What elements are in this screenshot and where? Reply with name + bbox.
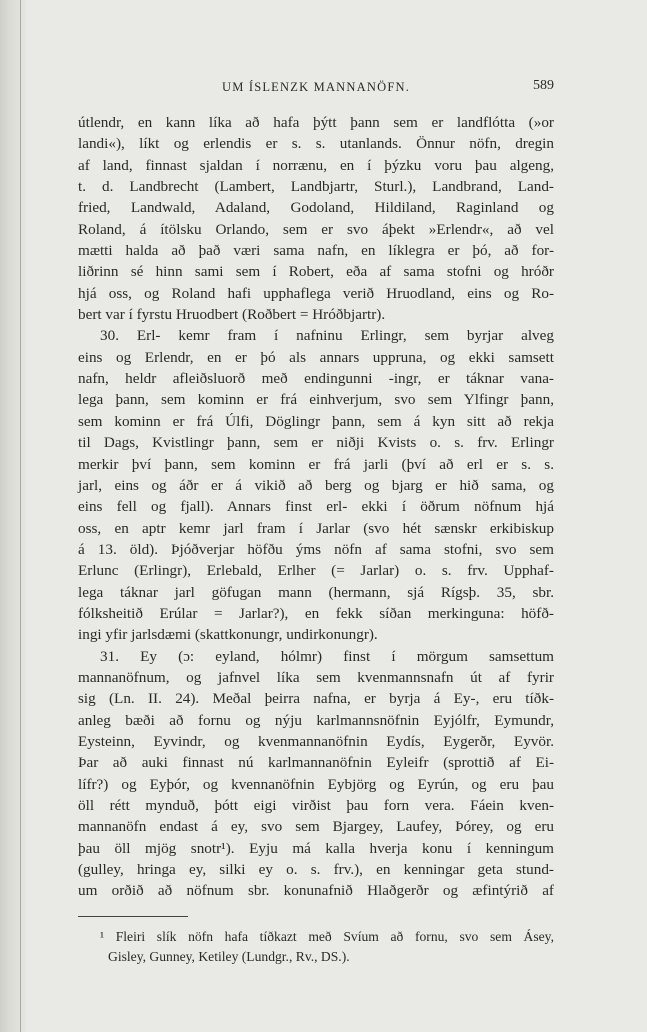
text-line: ingi yfir jarlsdæmi (skattkonungr, undirkonungr). [78, 626, 378, 644]
footnote-line: Gisley, Gunney, Ketiley (Lundgr., Rv., DS.). [108, 948, 350, 964]
text-line: af land, finnast sjaldan í norrænu, en í þýzku voru þau algeng, [78, 156, 554, 174]
text-line: anleg bæði að fornu og nýju karlmannsnöfnin Eyjólfr, Eymundr, [78, 711, 554, 729]
text-line: sem kominn er frá Úlfi, Döglingr þann, sem á kyn sitt að rekja [78, 412, 554, 430]
text-line: eins fell og fjall). Annars finst erl- ekki í öðrum nöfnum hjá [78, 498, 554, 516]
text-line: oss, en aptr kemr jarl fram í Jarlar (svo hét sænskr erkibiskup [78, 519, 554, 537]
text-line: mætti halda að það væri sama nafn, en líklegra er þó, að for- [78, 242, 554, 260]
text-line: fried, Landwald, Adaland, Godoland, Hildiland, Raginland og [78, 199, 554, 217]
text-line: nafn, heldr afleiðsluorð með endingunni -ingr, er táknar vana- [78, 370, 554, 388]
text-line: mannanöfn endast á ey, svo sem Bjargey, Laufey, Þórey, og eru [78, 818, 554, 836]
text-line: eins og Erlendr, en er þó als annars uppruna, og ekki samsett [78, 348, 554, 366]
text-line: liðrinn sé hinn sami sem í Robert, eða af sama stofni og hróðr [78, 263, 554, 281]
text-line: útlendr, en kann líka að hafa þýtt þann sem er landflótta (»or [78, 114, 554, 131]
text-line: á 13. öld). Þjóðverjar höfðu ýms nöfn af sama stofni, svo sem [78, 540, 554, 558]
text-line: bert var í fyrstu Hruodbert (Roðbert = Hróðbjartr). [78, 306, 386, 324]
text-line: jarl, eins og áðr er á vikið að berg og bjarg er hið sama, og [78, 476, 554, 494]
book-binding-shadow [0, 0, 26, 1032]
page-header [78, 72, 554, 100]
page-number: 589 [533, 78, 554, 93]
text-line: sig (Ln. II. 24). Meðal þeirra nafna, er byrja á Ey-, eru tíðk- [78, 690, 554, 708]
text-line: hjá oss, og Roland hafi upphaflega verið Hruodland, eins og Ro- [78, 284, 554, 302]
text-line: lífr?) og Eyþór, og kvennanöfnin Eybjörg og Eyrún, og eru þau [78, 775, 554, 793]
text-line: Erlunc (Erlingr), Erlebald, Erlher (= Jarlar) o. s. frv. Upphaf- [78, 562, 554, 580]
text-line: (gulley, hringa ey, silki ey o. s. frv.), en kenningar geta stund- [78, 861, 554, 879]
binding-edge [20, 0, 21, 1032]
text-line: Eysteinn, Eyvindr, og kvenmannanöfnin Eydís, Eygerðr, Eyvör. [78, 732, 554, 750]
text-line: mannanöfnum, og jafnvel líka sem kvenmannsnafn út af fyrir [78, 668, 554, 686]
text-line: öll rétt mynduð, þótt eigi virðist þau forn vera. Fáein kven- [78, 797, 554, 814]
text-line: Roland, á ítölsku Orlando, sem er svo áþekt »Erlendr«, að vel [78, 220, 554, 238]
text-line: lega táknar jarl göfugan mann (hermann, sjá Rígsþ. 35, sbr. [78, 583, 554, 601]
body-text [78, 112, 554, 902]
running-head: UM ÍSLENZK MANNANÖFN. [221, 80, 411, 94]
text-line: um orðið að nöfnum sbr. konunafnið Hlaðgerðr og æfintýrið af [78, 882, 554, 900]
footnote-divider [78, 916, 188, 917]
text-line: landi«), líkt og erlendis er s. s. utanlands. Önnur nöfn, dregin [78, 135, 554, 153]
text-line: fólksheitið Erúlar = Jarlar?), en fekk síðan merkinguna: höfð- [78, 604, 554, 622]
text-line: t. d. Landbrecht (Lambert, Landbjartr, Sturl.), Landbrand, Land- [78, 178, 554, 196]
section-30-start: 30. Erl- kemr fram í nafninu Erlingr, sem byrjar alveg [100, 327, 554, 345]
text-line: lega þann, sem kominn er frá einhverjum, svo sem Ylfingr þann, [78, 391, 554, 409]
footnote-line: ¹ Fleiri slík nöfn hafa tíðkazt með Svíum að fornu, svo sem Ásey, [100, 928, 554, 944]
section-31-start: 31. Ey (ɔ: eyland, hólmr) finst í mörgum samsettum [100, 647, 554, 665]
footnote [78, 927, 554, 967]
book-page [78, 72, 554, 967]
text-line: Þar að auki finnast nú karlmannanöfnin Eyleifr (sprottið af Ei- [78, 754, 554, 772]
text-line: merkir því þann, sem kominn er frá jarli (því að erl er s. s. [78, 455, 554, 473]
text-line: til Dags, Kvistlingr þann, sem er niðji Kvists o. s. frv. Erlingr [78, 434, 554, 452]
text-line: þau öll mjög snotr¹). Eyju má kalla hverja konu í kenningum [78, 839, 554, 857]
